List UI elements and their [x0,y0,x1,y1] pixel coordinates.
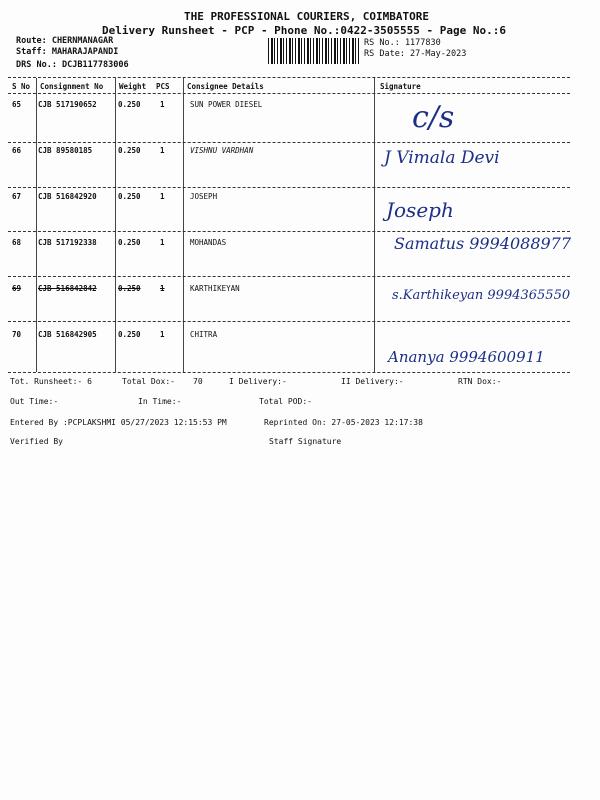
handwritten-signature: s.Karthikeyan 9994365550 [392,288,571,303]
out-time: Out Time:- [10,397,59,406]
row-consignee: JOSEPH [190,192,218,201]
row-sno: 67 [12,192,22,201]
company-title: THE PROFESSIONAL COURIERS, COIMBATORE [184,10,430,23]
handwritten-signature: Joseph [386,198,454,222]
row-pcs: 1 [160,330,165,339]
row-consignee: CHITRA [190,330,218,339]
verified-by: Verified By [10,437,63,446]
row-consignment: CJB 516842842 [38,284,97,293]
row-divider [8,321,570,322]
col-pcs-header: PCS [156,82,170,91]
drs-number: DRS No.: DCJB117783006 [16,60,129,70]
reprinted-on: Reprinted On: 27-05-2023 12:17:38 [264,418,423,427]
row-weight: 0.250 [118,330,141,339]
row-consignee: KARTHIKEYAN [190,284,240,293]
route-label: Route: CHERNMANAGAR [16,36,114,46]
row-pcs: 1 [160,146,165,155]
rs-date: RS Date: 27-May-2023 [364,49,467,59]
row-divider [8,142,570,143]
total-dox-value: 70 [193,377,203,386]
in-time: In Time:- [138,397,182,406]
staff-signature: Staff Signature [269,437,342,446]
row-weight: 0.250 [118,238,141,247]
i-delivery: I Delivery:- [229,377,287,386]
row-divider [8,187,570,188]
handwritten-signature: J Vimala Devi [384,148,500,168]
row-divider [8,231,570,232]
row-sno: 66 [12,146,22,155]
col-signature-header: Signature [380,82,421,91]
col-consignee-header: Consignee Details [187,82,264,91]
row-consignment: CJB 516842920 [38,192,97,201]
table-top-rule [8,77,570,78]
row-weight: 0.250 [118,146,141,155]
table-bottom-rule [8,372,570,373]
col-consignment-header: Consignment No [40,82,104,91]
handwritten-signature: Samatus 9994088977 [394,234,572,253]
row-pcs: 1 [160,238,165,247]
row-consignee: VISHNU VARDHAN [190,146,254,155]
col-divider [115,78,116,372]
col-weight-header: Weight [119,82,147,91]
col-divider [183,78,184,372]
ii-delivery: II Delivery:- [341,377,404,386]
row-divider [8,276,570,277]
row-consignment: CJB 517190652 [38,100,97,109]
header-rule [8,93,570,94]
row-weight: 0.250 [118,192,141,201]
row-pcs: 1 [160,284,165,293]
total-runsheet: Tot. Runsheet:- 6 [10,377,92,386]
runsheet-subtitle: Delivery Runsheet - PCP - Phone No.:0422-3505555 - Page No.:6 [102,24,506,37]
total-pod: Total POD:- [259,397,312,406]
row-consignment: CJB 516842905 [38,330,97,339]
row-consignment: CJB 517192338 [38,238,97,247]
row-weight: 0.250 [118,284,141,293]
entered-by: Entered By :PCPLAKSHMI 05/27/2023 12:15:53 PM [10,418,227,427]
handwritten-signature: c/s [412,100,455,135]
total-dox-label: Total Dox:- [122,377,175,386]
handwritten-signature: Ananya 9994600911 [388,348,545,366]
col-sno-header: S No [12,82,31,91]
row-weight: 0.250 [118,100,141,109]
row-sno: 65 [12,100,22,109]
row-sno: 69 [12,284,22,293]
row-consignee: SUN POWER DIESEL [190,100,263,109]
row-consignee: MOHANDAS [190,238,227,247]
row-consignment: CJB 89580185 [38,146,93,155]
row-sno: 68 [12,238,22,247]
col-divider [36,78,37,372]
rtn-dox: RTN Dox:- [458,377,502,386]
row-pcs: 1 [160,100,165,109]
row-sno: 70 [12,330,22,339]
barcode-image [268,38,360,64]
row-pcs: 1 [160,192,165,201]
staff-label: Staff: MAHARAJAPANDI [16,47,119,57]
rs-number: RS No.: 1177830 [364,38,441,48]
col-divider [374,78,375,372]
